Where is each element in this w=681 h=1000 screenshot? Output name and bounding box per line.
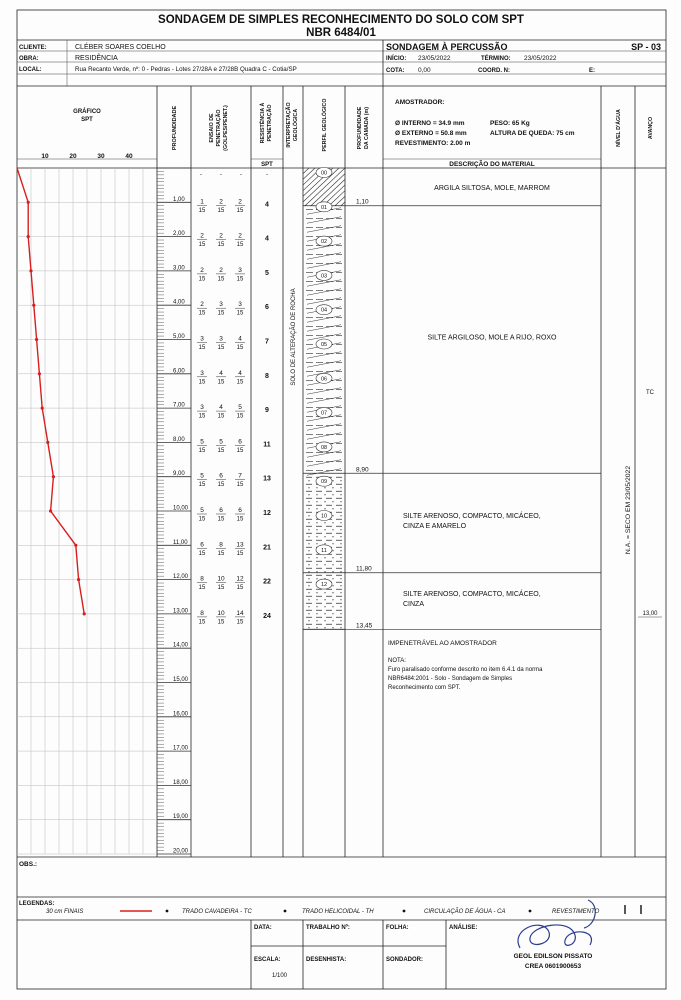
column-separators (157, 86, 635, 857)
local-value: Rua Recanto Verde, nº: 0 - Pedras - Lotes 27/28A e 27/28B Quadra C - Cotia/SP (75, 66, 297, 73)
depth-label: 20,00 (173, 848, 189, 855)
blow-count: 5 (200, 472, 204, 480)
avanco-end: 13,00 (642, 611, 658, 617)
depth-label: 12,00 (173, 574, 189, 581)
sample-number: 09 (320, 479, 328, 486)
amostrador-title: AMOSTRADOR: (395, 99, 445, 106)
engineer-signature (518, 900, 595, 948)
spt-point (83, 612, 86, 615)
penetration-cm: 15 (198, 585, 206, 592)
penetration-cm: 15 (198, 345, 206, 351)
spt-point (74, 544, 77, 547)
sample-number: 10 (320, 513, 328, 520)
sample-number: 02 (320, 239, 328, 246)
nota-line-2: NBR6484:2001 - Solo - Sondagem de Simples (388, 676, 513, 682)
spt-value: 8 (265, 372, 269, 380)
amostrador-interno: Ø INTERNO = 34.9 mm (395, 120, 465, 127)
spt-value: 12 (263, 510, 271, 517)
depth-label: 3,00 (173, 265, 185, 272)
penetration-cm: 15 (198, 242, 206, 249)
ensaio-header-2: PENETRAÇÃO (216, 109, 222, 147)
blow-count: 8 (200, 575, 204, 583)
legend-label: LEGENDAS: (19, 901, 55, 907)
cota-value: 0,00 (418, 67, 431, 74)
blow-count: 5 (200, 507, 204, 514)
spt-point (32, 304, 35, 307)
blow-count: 6 (200, 541, 204, 549)
cliente-value: CLÉBER SOARES COELHO (75, 44, 166, 51)
penetration-cm: 15 (198, 413, 206, 420)
spt-chart-header: SPT (81, 117, 93, 123)
spt-value: 13 (263, 475, 271, 483)
spt-point (49, 509, 52, 512)
spt-top-dash: - (240, 172, 242, 178)
penetration-cm: 15 (217, 207, 225, 214)
spt-value: 24 (263, 612, 271, 620)
spt-value: 11 (263, 441, 271, 449)
blow-count: 6 (238, 507, 242, 514)
blow-count: 12 (236, 575, 244, 583)
depth-label: 1,00 (173, 196, 185, 203)
blow-count: 2 (219, 198, 223, 206)
sheet-border (17, 10, 666, 989)
end-title: IMPENETRÁVEL AO AMOSTRADOR (388, 640, 497, 647)
depth-label: 16,00 (173, 711, 189, 718)
depth-label: 9,00 (173, 471, 185, 478)
penetration-cm: 15 (236, 516, 244, 523)
obra-label: OBRA: (19, 56, 39, 62)
sample-number: 05 (320, 342, 328, 348)
spt-value: 4 (265, 201, 269, 209)
cliente-label: CLIENTE: (19, 45, 47, 51)
blow-count: 2 (238, 198, 242, 206)
penetration-cm: 15 (217, 276, 225, 283)
method-title: SONDAGEM À PERCUSSÃO (386, 42, 508, 52)
sample-number: 07 (320, 410, 328, 417)
report-title: SONDAGEM DE SIMPLES RECONHECIMENTO DO SOLO COM SPT (158, 14, 524, 26)
penetration-cm: 15 (217, 242, 225, 249)
footer-folha: FOLHA: (386, 925, 409, 931)
obs-label: OBS.: (19, 861, 38, 868)
penetration-cm: 15 (236, 379, 244, 386)
penetration-cm: 15 (217, 379, 225, 386)
spt-value: 5 (265, 269, 269, 277)
footer-data: DATA: (254, 925, 272, 931)
depth-label: 18,00 (173, 779, 189, 786)
blow-count: 8 (219, 541, 223, 549)
legend-revestimento: REVESTIMENTO (552, 909, 600, 915)
amostrador-externo: Ø EXTERNO = 50.8 mm (395, 130, 467, 137)
depth-label: 7,00 (173, 402, 185, 409)
penetration-cm: 15 (217, 482, 225, 489)
penetration-cm: 15 (198, 276, 206, 283)
blow-count: 3 (200, 335, 204, 343)
depth-label: 2,00 (173, 231, 185, 238)
interpretation-label: SOLO DE ALTERAÇÃO DE ROCHA (291, 288, 297, 386)
footer-escala: ESCALA: (254, 957, 281, 963)
spt-point (35, 338, 38, 341)
spt-point (41, 407, 44, 410)
spt-sub-header: SPT (261, 162, 273, 168)
spt-value: 4 (265, 235, 269, 243)
layer-description: ARGILA SILTOSA, MOLE, MARROM (434, 185, 550, 192)
depth-label: 17,00 (173, 745, 189, 752)
penetration-cm: 15 (198, 550, 206, 557)
spt-value: 6 (265, 304, 269, 312)
layer-bottom-depth: 8,90 (356, 466, 369, 474)
interpretacao-header-2: GEOLÓGICA (293, 108, 299, 142)
interpretacao-header-1: INTERPRETAÇÃO (286, 102, 292, 148)
blow-count: 6 (219, 472, 223, 480)
blow-count: 5 (238, 404, 242, 412)
prof-camada-header-1: PROFUNDIDADE (357, 106, 363, 150)
penetration-cm: 15 (236, 550, 244, 557)
profundidade-header: PROFUNDIDADE (172, 105, 178, 151)
nota-line-1: Furo paralisado conforme descrito no item 6.4.1 da norma (388, 667, 543, 673)
blow-count: 2 (200, 266, 204, 274)
footer-analise: ANÁLISE: (449, 925, 478, 931)
depth-label: 5,00 (173, 334, 185, 340)
sample-number: 00 (320, 170, 328, 177)
grafico-header: GRÁFICO (73, 109, 101, 115)
depth-label: 6,00 (173, 368, 185, 375)
footer-desenhista: DESENHISTA: (306, 957, 347, 963)
blow-count: 10 (217, 609, 225, 617)
spt-series-line (17, 168, 84, 614)
avanco-header: AVANÇO (648, 116, 654, 140)
blow-count: 2 (219, 232, 223, 240)
blow-count: 2 (219, 266, 223, 274)
blow-count: 5 (200, 438, 204, 446)
blow-count: 4 (238, 369, 242, 377)
blow-count: 4 (238, 335, 242, 343)
penetration-cm: 15 (198, 619, 206, 626)
engineer-crea: CREA 0601900653 (524, 963, 582, 970)
layer-description: SILTE ARENOSO, COMPACTO, MICÁCEO, (403, 513, 541, 521)
depth-label: 19,00 (173, 814, 189, 821)
spt-top-dash: - (200, 172, 202, 178)
penetration-cm: 15 (198, 379, 206, 386)
layer-description: CINZA E AMARELO (403, 523, 467, 531)
resistencia-header-2: PENETRAÇÃO (267, 104, 273, 142)
borehole-code: SP - 03 (631, 42, 661, 52)
depth-label: 15,00 (173, 677, 189, 683)
spt-point (52, 475, 55, 478)
penetration-cm: 15 (217, 413, 225, 420)
blow-count: 3 (219, 335, 223, 343)
depth-label: 10,00 (173, 505, 189, 512)
chart-x-tick: 20 (69, 153, 77, 160)
footer-sondador: SONDADOR: (386, 957, 423, 963)
descricao-header: DESCRIÇÃO DO MATERIAL (449, 161, 535, 168)
prof-camada-header-2: DA CAMADA (m) (364, 107, 370, 149)
blow-count: 3 (238, 266, 242, 274)
amostrador-altura: ALTURA DE QUEDA: 75 cm (490, 130, 575, 137)
sample-number: 03 (320, 273, 328, 280)
penetration-cm: 15 (236, 619, 244, 626)
spt-chart (17, 153, 157, 854)
engineer-name: GEOL EDILSON PISSATO (513, 953, 593, 960)
depth-label: 11,00 (173, 539, 188, 546)
blow-count: 7 (238, 472, 242, 480)
coord-e-label: E: (589, 68, 595, 74)
depth-label: 13,00 (173, 608, 189, 615)
geologic-profile (263, 168, 381, 630)
nivel-agua-header: NÍVEL D'ÁGUA (616, 109, 622, 147)
penetration-cm: 15 (236, 310, 244, 317)
penetration-cm: 15 (236, 207, 244, 214)
footer-escala-value: 1/100 (272, 973, 288, 979)
spt-point (29, 269, 32, 272)
depth-ruler (157, 168, 191, 855)
layer-description: CINZA (403, 601, 424, 609)
chart-x-tick: 10 (41, 153, 49, 160)
penetration-cm: 15 (236, 447, 244, 454)
blow-count: 2 (238, 232, 242, 240)
spt-point (38, 372, 41, 375)
layer-bottom-depth: 1,10 (356, 198, 369, 206)
spt-value: 9 (265, 407, 269, 415)
blow-count: 6 (219, 507, 223, 514)
sample-number: 12 (320, 582, 328, 589)
report-norm: NBR 6484/01 (306, 27, 376, 39)
blow-count: 14 (236, 609, 244, 617)
obra-value: RESIDÊNCIA (75, 55, 118, 62)
termino-label: TÉRMINO: (481, 56, 511, 62)
ensaio-header-1: ENSAIO DE (209, 113, 215, 143)
penetration-cm: 15 (217, 550, 225, 557)
blow-count: 3 (200, 404, 204, 412)
sample-number: 06 (320, 376, 328, 383)
spt-value: 21 (263, 544, 271, 552)
blow-count: 3 (200, 369, 204, 377)
spt-point (27, 235, 30, 238)
blow-count: 2 (200, 232, 204, 240)
blow-count: 2 (200, 301, 204, 309)
nota-label: NOTA: (388, 658, 406, 664)
spt-value: 22 (263, 578, 271, 586)
blow-count: 3 (219, 301, 223, 309)
sample-number: 08 (320, 444, 328, 451)
amostrador-revestimento: REVESTIMENTO: 2.00 m (395, 140, 471, 147)
footer-trabalho: TRABALHO Nº: (306, 925, 350, 931)
penetration-cm: 15 (217, 447, 225, 454)
spt-rows (197, 172, 271, 625)
termino-value: 23/05/2022 (524, 55, 557, 62)
depth-label: 8,00 (173, 436, 185, 443)
blow-count: 4 (219, 369, 223, 377)
penetration-cm: 15 (198, 207, 206, 214)
chart-x-tick: 30 (97, 153, 105, 160)
penetration-cm: 15 (198, 447, 206, 454)
spt-point (46, 441, 49, 444)
blow-count: 1 (200, 198, 204, 206)
chart-x-tick: 40 (125, 153, 133, 160)
depth-label: 4,00 (173, 299, 185, 306)
avanco-tc: TC (646, 390, 654, 396)
spt-point (77, 578, 80, 581)
legend-trado-cavadeira: TRADO CAVADEIRA - TC (182, 909, 252, 915)
legend-finais: 30 cm FINAIS (46, 909, 84, 915)
spt-top-dash: - (220, 172, 222, 178)
nota-line-3: Reconhecimento com SPT. (388, 685, 461, 691)
penetration-cm: 15 (198, 516, 206, 523)
blow-count: 3 (238, 301, 242, 309)
layer-bottom-depth: 13,45 (356, 622, 373, 630)
spt-top-dash: - (266, 172, 268, 178)
blow-count: 6 (238, 438, 242, 446)
penetration-cm: 15 (236, 482, 244, 489)
inicio-value: 23/05/2022 (418, 55, 451, 62)
cota-label: COTA: (386, 68, 405, 74)
inicio-label: INÍCIO: (386, 56, 407, 62)
penetration-cm: 15 (198, 482, 206, 489)
sample-number: 04 (320, 307, 328, 314)
depth-label: 14,00 (173, 642, 189, 649)
legend-trado-helicoidal: TRADO HELICOIDAL - TH (302, 909, 374, 915)
penetration-cm: 15 (217, 619, 225, 626)
blow-count: 5 (219, 438, 223, 446)
sample-number: 01 (320, 204, 328, 211)
resistencia-header-1: RESISTÊNCIA À (260, 102, 266, 144)
layer-bottom-depth: 11,80 (356, 565, 372, 573)
penetration-cm: 15 (198, 310, 206, 317)
water-level: N.A. = SECO EM 23/05/2022 (625, 465, 632, 555)
penetration-cm: 15 (236, 276, 244, 283)
sample-number: 11 (321, 547, 327, 554)
blow-count: 10 (217, 575, 225, 583)
penetration-cm: 15 (217, 310, 225, 317)
layer-description: SILTE ARENOSO, COMPACTO, MICÁCEO, (403, 591, 541, 599)
blow-count: 4 (219, 404, 223, 412)
penetration-cm: 15 (217, 516, 225, 523)
perfil-header: PERFIL GEOLÓGICO (322, 98, 328, 152)
blow-count: 13 (236, 541, 244, 549)
penetration-cm: 15 (236, 345, 244, 351)
penetration-cm: 15 (217, 585, 225, 592)
penetration-cm: 15 (236, 413, 244, 420)
amostrador-peso: PESO: 65 Kg (490, 120, 530, 127)
penetration-cm: 15 (236, 242, 244, 249)
blow-count: 8 (200, 609, 204, 617)
penetration-cm: 15 (217, 345, 225, 351)
local-label: LOCAL: (19, 67, 42, 73)
spt-value: 7 (265, 338, 269, 346)
layer-description: SILTE ARGILOSO, MOLE A RIJO, ROXO (427, 334, 557, 342)
penetration-cm: 15 (236, 585, 244, 592)
ensaio-header-3: (GOLPES/PENET.) (223, 105, 229, 151)
coord-n-label: COORD. N: (478, 68, 510, 74)
spt-point (27, 201, 30, 204)
legend-circulacao-agua: CIRCULAÇÃO DE ÁGUA - CA (424, 909, 506, 915)
